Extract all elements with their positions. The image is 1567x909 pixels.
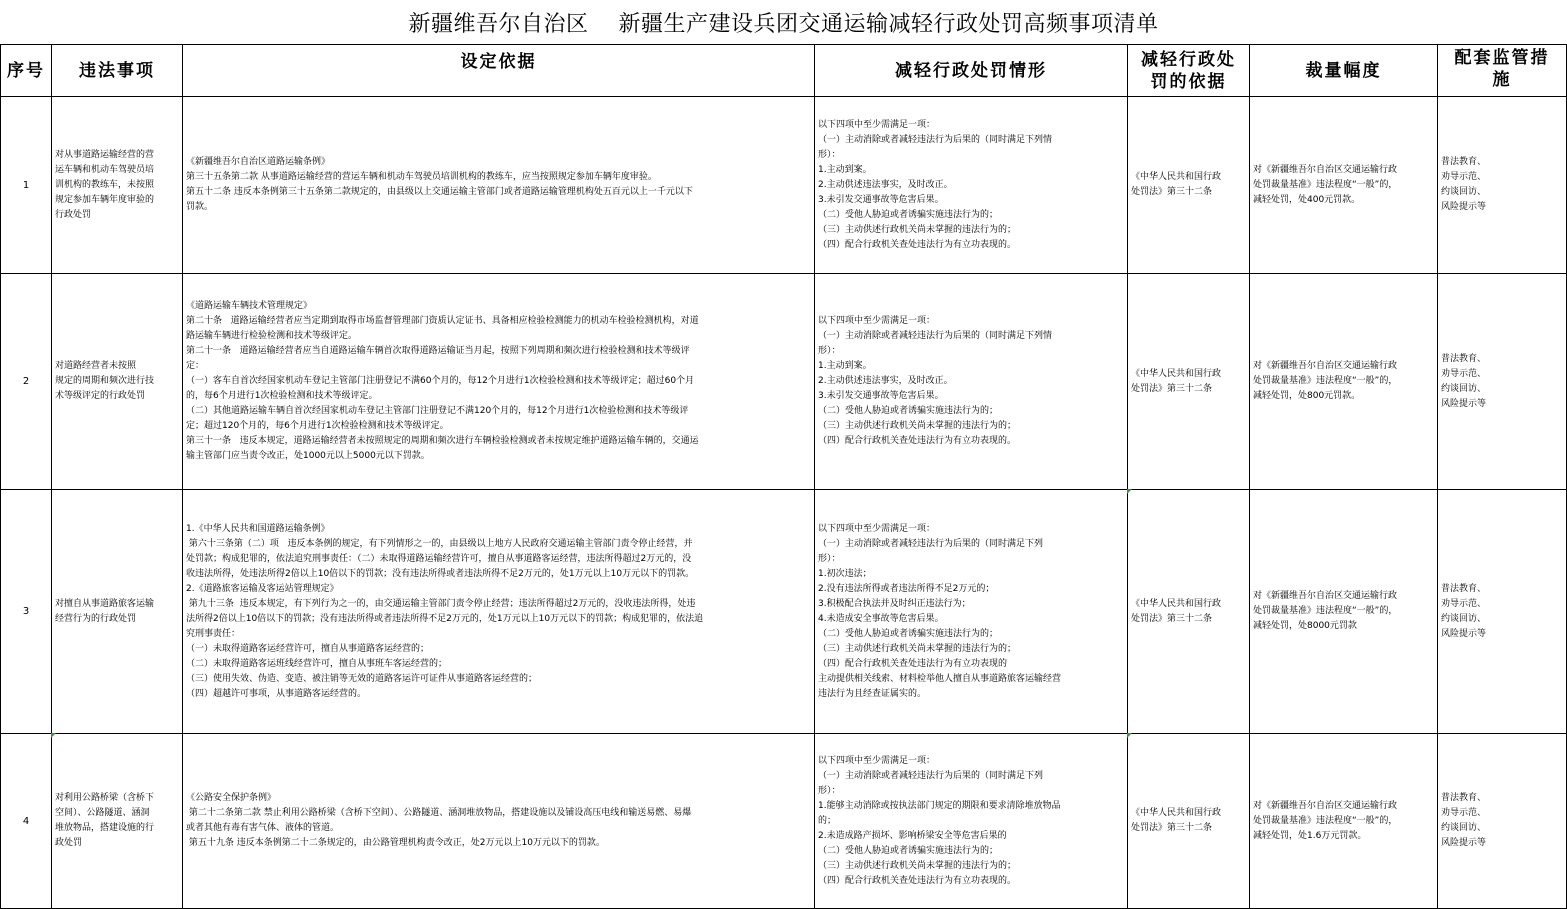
cell-comment-marker: [1127, 489, 1132, 494]
row-item: 对擅自从事道路旅客运输 经营行为的行政处罚: [55, 598, 155, 624]
header-no: 序号: [1, 45, 52, 97]
row-law: 《中华人民共和国行政 处罚法》第三十二条: [1131, 808, 1222, 833]
page-title: 新疆维吾尔自治区 新疆生产建设兵团交通运输减轻行政处罚高频事项清单: [408, 11, 1159, 37]
table-row: [1, 490, 1567, 734]
row-no: 1: [1, 97, 52, 274]
row-law: 《中华人民共和国行政 处罚法》第三十二条: [1131, 598, 1222, 624]
row-no: 4: [1, 734, 52, 909]
row-basis: 《公路安全保护条例》 第二十二条第二款 禁止利用公路桥梁（含桥下空间）、公路隧道、涵洞堆放物品，搭建设施以及铺设高压电线和输送易燃、易爆 或者其他有毒有害气体、液体的管道。 第五十九条 违反本条例第二十二条规定的，由公路管理机构责令改正，处2万元以上10万元以下的罚款。: [186, 793, 692, 848]
header-row: [1, 45, 1567, 97]
row-situation: 以下四项中至少需满足一项： （一）主动消除或者减轻违法行为后果的（同时满足下列情 形）： 1.主动到案。 2.主动供述违法事实，及时改正。 3.未引发交通事故等危害后果。 （二）受他人胁迫或者诱骗实施违法行为的； （三）主动供述行政机关尚未掌握的违法行为的； （四）配合行政机关查处违法行为有立功表现的。: [818, 316, 1053, 446]
header-range: 裁量幅度: [1250, 45, 1438, 97]
row-range: 对《新疆维吾尔自治区交通运输行政 处罚裁量基准》违法程度“一般”的， 减轻处罚，处400元罚款。: [1253, 164, 1398, 205]
row-measures: 普法教育、 劝导示范、 约谈回访、 风险提示等: [1441, 583, 1487, 639]
row-basis: 《新疆维吾尔自治区道路运输条例》 第三十五条第二款 从事道路运输经营的营运车辆和机动车驾驶员培训机构的教练车，应当按照规定参加车辆年度审验。 第五十二条 违反本条例第三十五条第二款规定的，由县级以上交通运输主管部门或者道路运输管理机构处五百元以上一千元以下 罚款。: [186, 157, 693, 212]
row-measures: 普法教育、 劝导示范、 约谈回访、 风险提示等: [1441, 793, 1487, 848]
header-measures: 配套监管措施: [1438, 45, 1567, 97]
header-law: 减轻行政处罚的依据: [1128, 45, 1250, 97]
row-situation: 以下四项中至少需满足一项： （一）主动消除或者减轻违法行为后果的（同时满足下列 形）： 1.能够主动消除或按执法部门规定的期限和要求清除堆放物品 的； 2.未造成路产损坏、影响桥梁安全等危害后果的 （二）受他人胁迫或者诱骗实施违法行为的； （三）主动供述行政机关尚未掌握的违法行为的； （四）配合行政机关查处违法行为有立功表现的。: [818, 755, 1061, 886]
row-situation: 以下四项中至少需满足一项： （一）主动消除或者减轻违法行为后果的（同时满足下列情 形）： 1.主动到案。 2.主动供述违法事实，及时改正。 3.未引发交通事故等危害后果。 （二）受他人胁迫或者诱骗实施违法行为的； （三）主动供述行政机关尚未掌握的违法行为的； （四）配合行政机关查处违法行为有立功表现的。: [818, 119, 1053, 250]
row-range: 对《新疆维吾尔自治区交通运输行政 处罚裁量基准》违法程度“一般”的， 减轻处罚，处8000元罚款: [1253, 591, 1398, 631]
row-no: 2: [1, 274, 52, 490]
row-item: 对道路经营者未按照 规定的周期和频次进行技 术等级评定的行政处罚: [55, 361, 155, 401]
table-row: [1, 274, 1567, 490]
cell-comment-marker: [1127, 733, 1132, 738]
row-item: 对利用公路桥梁（含桥下 空间）、公路隧道、涵洞 堆放物品，搭建设施的行 政处罚: [55, 793, 155, 848]
header-situation: 减轻行政处罚情形: [815, 45, 1128, 97]
row-basis: 《道路运输车辆技术管理规定》 第二十条 道路运输经营者应当定期到取得市场监督管理部门资质认定证书、具备相应检验检测能力的机动车检验检测机构，对道 路运输车辆进行检验检测和技术等级评定。 第二十一条 道路运输经营者应当自道路运输车辆首次取得道路运输证当月起，按照下列周期和频次进行检验检测和技术等级评 定： （一）客车自首次经国家机动车登记主管部门注册登记不满60个月的，每12个月进行1次检验检测和技术等级评定；超过60个月 的，每6个月进行1次检验检测和技术等级评定。 （二）其他道路运输车辆自首次经国家机动车登记主管部门注册登记不满120个月的，每12个月进行1次检验检测和技术等级评 定；超过120个月的，每6个月进行1次检验检测和技术等级评定。 第三十一条 违反本规定，道路运输经营者未按照规定的周期和频次进行车辆检验检测或者未按规定维护道路运输车辆的，交通运 输主管部门应当责令改正，处1000元以上5000元以下罚款。: [186, 301, 699, 461]
row-basis: 1.《中华人民共和国道路运输条例》 第六十三条第（二）项 违反本条例的规定，有下列情形之一的，由县级以上地方人民政府交通运输主管部门责令停止经营，并 处罚款；构成犯罪的，依法追究刑事责任：（二）未取得道路运输经营许可，擅自从事道路客运经营，违法所得超过2万元的，没 收违法所得，处违法所得2倍以上10倍以下的罚款；没有违法所得或者违法所得不足2万元的，处1万元以上10万元以下的罚款。 2.《道路旅客运输及客运站管理规定》 第九十三条 违反本规定，有下列行为之一的，由交通运输主管部门责令停止经营；违法所得超过2万元的，没收违法所得，处违 法所得2倍以上10倍以下的罚款；没有违法所得或者违法所得不足2万元的，处1万元以上10万元以下的罚款；构成犯罪的，依法追 究刑事责任： （一）未取得道路客运经营许可，擅自从事道路客运经营的； （二）未取得道路客运班线经营许可，擅自从事班车客运经营的； （三）使用失效、伪造、变造、被注销等无效的道路客运许可证件从事道路客运经营的； （四）超越许可事项，从事道路客运经营的。: [186, 523, 704, 699]
row-law: 《中华人民共和国行政 处罚法》第三十二条: [1131, 368, 1222, 394]
table-row: [1, 97, 1567, 274]
row-law: 《中华人民共和国行政 处罚法》第三十二条: [1131, 172, 1222, 197]
header-basis: 设定依据: [183, 45, 815, 97]
table-row: [1, 734, 1567, 909]
header-item: 违法事项: [52, 45, 183, 97]
row-situation: 以下四项中至少需满足一项： （一）主动消除或者减轻违法行为后果的（同时满足下列 形）： 1.初次违法； 2.没有违法所得或者违法所得不足2万元的； 3.积极配合执法并及时纠正违法行为； 4.未造成安全事故等危害后果。 （二）受他人胁迫或者诱骗实施违法行为的； （三）主动供述行政机关尚未掌握的违法行为的； （四）配合行政机关查处违法行为有立功表现的 主动提供相关线索、材料检举他人擅自从事道路旅客运输经营 违法行为且经查证属实的。: [818, 523, 1062, 699]
penalty-table: [0, 44, 1567, 909]
row-measures: 普法教育、 劝导示范、 约谈回访、 风险提示等: [1441, 353, 1487, 409]
row-range: 对《新疆维吾尔自治区交通运输行政 处罚裁量基准》违法程度“一般”的， 减轻处罚，处800元罚款。: [1253, 361, 1398, 401]
row-range: 对《新疆维吾尔自治区交通运输行政 处罚裁量基准》违法程度“一般”的， 减轻处罚，处1.6万元罚款。: [1253, 800, 1398, 841]
row-no: 3: [1, 490, 52, 734]
row-item: 对从事道路运输经营的营 运车辆和机动车驾驶员培 训机构的教练车，未按照 规定参加车辆年度审验的 行政处罚: [55, 149, 155, 220]
cell-comment-marker: [51, 733, 56, 738]
row-measures: 普法教育、 劝导示范、 约谈回访、 风险提示等: [1441, 157, 1487, 212]
